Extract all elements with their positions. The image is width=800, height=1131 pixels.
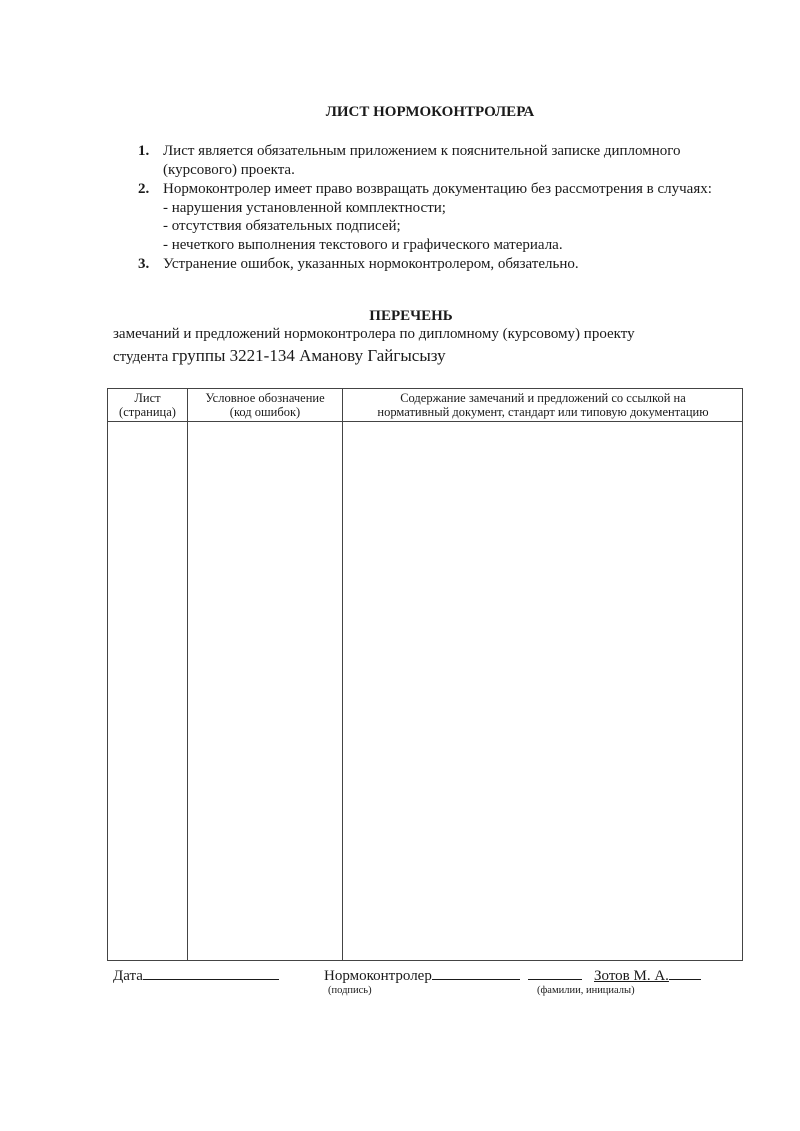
- signature-line: [432, 965, 520, 980]
- list-title: ПЕРЕЧЕНЬ: [369, 308, 453, 324]
- rule-item-3: [138, 255, 728, 274]
- rule-item-2: [138, 180, 728, 254]
- table-divider: [187, 389, 188, 960]
- rule-text: Устранение ошибок, указанных нормоконтролером, обязательно.: [163, 256, 579, 272]
- header-line: (код ошибок): [229, 405, 301, 419]
- rule-body: [163, 180, 728, 254]
- rule-number: 3.: [138, 256, 150, 272]
- header-line: нормативный документ, стандарт или типовую документацию: [377, 405, 709, 419]
- name-caption: (фамилии, инициалы): [537, 985, 635, 996]
- table-header-page: [108, 391, 187, 419]
- student-line: [113, 346, 446, 366]
- rule-item-1: [138, 142, 728, 179]
- table-divider: [342, 389, 343, 960]
- date-field: [113, 965, 279, 985]
- header-line: Условное обозначение: [205, 391, 325, 405]
- controller-label: Нормоконтролер: [324, 968, 432, 984]
- rule-text: Лист является обязательным приложением к пояснительной записке дипломного (курсового) проекта.: [163, 143, 681, 178]
- signature-line-2: [528, 965, 582, 980]
- signature-caption: (подпись): [328, 985, 372, 996]
- controller-name-field: [594, 965, 701, 985]
- rules-list: [138, 142, 728, 274]
- header-line: Содержание замечаний и предложений со ссылкой на: [400, 391, 686, 405]
- rule-subitem: - нарушения установленной комплектности;: [163, 199, 446, 216]
- header-line: (страница): [119, 405, 176, 419]
- controller-field: [324, 965, 582, 985]
- rule-subitem: - отсутствия обязательных подписей;: [163, 218, 401, 234]
- date-line: [143, 965, 279, 980]
- remarks-table: [107, 388, 743, 961]
- header-line: Лист: [134, 391, 161, 405]
- rule-number: 1.: [138, 143, 150, 159]
- document-title: ЛИСТ НОРМОКОНТРОЛЕРА: [325, 104, 535, 120]
- table-header-divider: [108, 421, 742, 422]
- student-label: студента: [113, 349, 169, 365]
- controller-name: Зотов М. А.: [594, 968, 669, 984]
- list-subtitle: замечаний и предложений нормоконтролера по дипломному (курсовому) проекту: [113, 326, 635, 342]
- rule-number: 2.: [138, 181, 150, 197]
- date-label: Дата: [113, 968, 143, 984]
- table-header-content: [343, 391, 743, 419]
- rule-subitem: - нечеткого выполнения текстового и графического материала.: [163, 236, 563, 253]
- name-line: [669, 965, 701, 980]
- table-header-code: [188, 391, 342, 419]
- student-group: группы 3221-134 Аманову Гайгысызу: [172, 346, 446, 365]
- rule-text: Нормоконтролер имеет право возвращать документацию без рассмотрения в случаях:: [163, 181, 712, 197]
